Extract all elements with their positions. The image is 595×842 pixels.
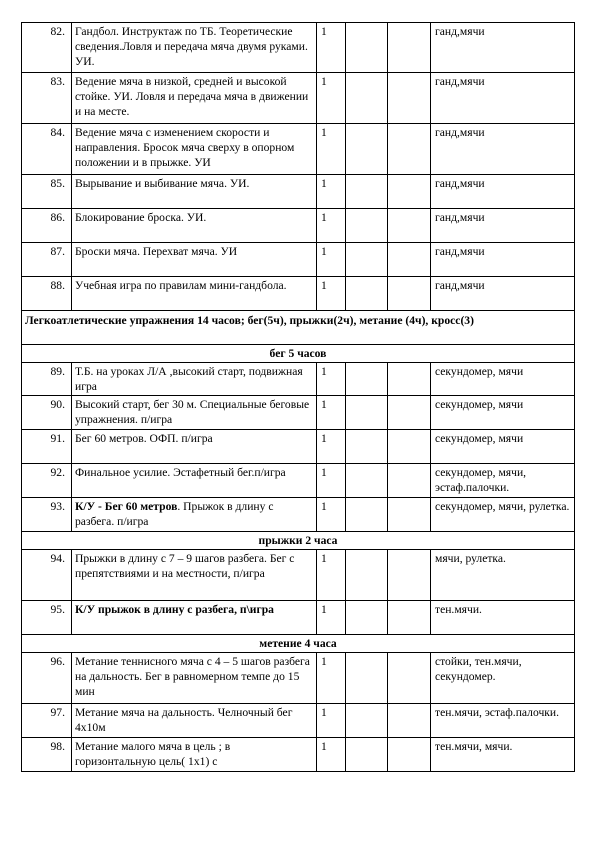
empty-cell <box>346 243 388 277</box>
lesson-equipment: ганд,мячи <box>431 277 575 311</box>
subsection-header <box>22 345 575 363</box>
empty-cell <box>388 277 431 311</box>
lesson-equipment: секундомер, мячи <box>431 363 575 396</box>
lesson-equipment: ганд,мячи <box>431 124 575 175</box>
lesson-hours: 1 <box>317 363 346 396</box>
control-lesson-label: К/У - Бег 60 метров <box>75 500 178 513</box>
lesson-equipment: секундомер, мячи, рулетка. <box>431 498 575 532</box>
lesson-hours: 1 <box>317 738 346 772</box>
lesson-hours: 1 <box>317 498 346 532</box>
lesson-equipment: ганд,мячи <box>431 73 575 124</box>
empty-cell <box>346 277 388 311</box>
lesson-number: 98. <box>22 738 72 772</box>
lesson-topic: Ведение мяча в низкой, средней и высокой стойке. УИ. Ловля и передача мяча в движении и на месте. <box>72 73 317 124</box>
lesson-hours: 1 <box>317 73 346 124</box>
empty-cell <box>346 175 388 209</box>
lesson-hours: 1 <box>317 550 346 601</box>
empty-cell <box>346 464 388 498</box>
empty-cell <box>388 550 431 601</box>
table-row <box>22 363 575 396</box>
empty-cell <box>388 23 431 73</box>
lesson-equipment: стойки, тен.мячи, секундомер. <box>431 653 575 704</box>
lesson-number: 87. <box>22 243 72 277</box>
lesson-number: 88. <box>22 277 72 311</box>
empty-cell <box>346 363 388 396</box>
table-row <box>22 498 575 532</box>
lesson-topic: Метание теннисного мяча с 4 – 5 шагов разбега на дальность. Бег в равномерном темпе до 15 мин <box>72 653 317 704</box>
lesson-equipment: мячи, рулетка. <box>431 550 575 601</box>
lesson-equipment: секундомер, мячи <box>431 396 575 430</box>
table-row <box>22 601 575 635</box>
table-row <box>22 704 575 738</box>
lesson-hours: 1 <box>317 175 346 209</box>
lesson-topic: Бег 60 метров. ОФП. п/игра <box>72 430 317 464</box>
lesson-topic: Т.Б. на уроках Л/А ,высокий старт, подвижная игра <box>72 363 317 396</box>
empty-cell <box>346 23 388 73</box>
empty-cell <box>346 209 388 243</box>
table-row <box>22 464 575 498</box>
empty-cell <box>346 396 388 430</box>
empty-cell <box>346 430 388 464</box>
subsection-title-run: бег 5 часов <box>22 345 575 363</box>
empty-cell <box>388 430 431 464</box>
lesson-number: 85. <box>22 175 72 209</box>
empty-cell <box>346 601 388 635</box>
empty-cell <box>346 124 388 175</box>
lesson-equipment: тен.мячи, эстаф.палочки. <box>431 704 575 738</box>
section-header <box>22 311 575 345</box>
lesson-equipment: ганд,мячи <box>431 175 575 209</box>
lesson-topic: Метание малого мяча в цель ; в горизонтальную цель( 1х1) с <box>72 738 317 772</box>
lesson-topic: Финальное усилие. Эстафетный бег.п/игра <box>72 464 317 498</box>
lesson-hours: 1 <box>317 396 346 430</box>
table-row <box>22 738 575 772</box>
lesson-plan-table <box>21 22 575 772</box>
empty-cell <box>388 124 431 175</box>
lesson-topic: К/У прыжок в длину с разбега, п\игра <box>72 601 317 635</box>
lesson-number: 90. <box>22 396 72 430</box>
table-row <box>22 209 575 243</box>
subsection-header <box>22 532 575 550</box>
lesson-equipment: секундомер, мячи, эстаф.палочки. <box>431 464 575 498</box>
empty-cell <box>346 498 388 532</box>
lesson-topic: Ведение мяча с изменением скорости и направления. Бросок мяча сверху в опорном положении и в прыжке. УИ <box>72 124 317 175</box>
table-row <box>22 124 575 175</box>
empty-cell <box>388 243 431 277</box>
lesson-equipment: ганд,мячи <box>431 243 575 277</box>
subsection-title-jump: прыжки 2 часа <box>22 532 575 550</box>
lesson-topic: Учебная игра по правилам мини-гандбола. <box>72 277 317 311</box>
lesson-topic <box>72 498 317 532</box>
lesson-topic: Высокий старт, бег 30 м. Специальные беговые упражнения. п/игра <box>72 396 317 430</box>
lesson-equipment: секундомер, мячи <box>431 430 575 464</box>
lesson-number: 94. <box>22 550 72 601</box>
empty-cell <box>346 704 388 738</box>
empty-cell <box>346 550 388 601</box>
table-row <box>22 23 575 73</box>
lesson-hours: 1 <box>317 23 346 73</box>
lesson-hours: 1 <box>317 601 346 635</box>
table-row <box>22 653 575 704</box>
lesson-hours: 1 <box>317 653 346 704</box>
lesson-number: 95. <box>22 601 72 635</box>
section-title: Легкоатлетические упражнения 14 часов; бег(5ч), прыжки(2ч), метание (4ч), кросс(3) <box>22 311 575 345</box>
lesson-topic: Броски мяча. Перехват мяча. УИ <box>72 243 317 277</box>
empty-cell <box>388 704 431 738</box>
empty-cell <box>388 175 431 209</box>
lesson-topic: Гандбол. Инструктаж по ТБ. Теоретические сведения.Ловля и передача мяча двумя руками. УИ. <box>72 23 317 73</box>
lesson-number: 83. <box>22 73 72 124</box>
subsection-header <box>22 635 575 653</box>
table-row <box>22 550 575 601</box>
table-row <box>22 396 575 430</box>
lesson-hours: 1 <box>317 277 346 311</box>
lesson-topic: Блокирование броска. УИ. <box>72 209 317 243</box>
table-row <box>22 430 575 464</box>
empty-cell <box>388 363 431 396</box>
lesson-topic: Прыжки в длину с 7 – 9 шагов разбега. Бег с препятствиями и на местности, п/игра <box>72 550 317 601</box>
lesson-equipment: ганд,мячи <box>431 23 575 73</box>
lesson-hours: 1 <box>317 124 346 175</box>
empty-cell <box>346 738 388 772</box>
lesson-topic: Метание мяча на дальность. Челночный бег 4х10м <box>72 704 317 738</box>
empty-cell <box>388 396 431 430</box>
empty-cell <box>346 653 388 704</box>
lesson-number: 89. <box>22 363 72 396</box>
table-row <box>22 73 575 124</box>
lesson-topic: Вырывание и выбивание мяча. УИ. <box>72 175 317 209</box>
empty-cell <box>388 464 431 498</box>
lesson-equipment: тен.мячи, мячи. <box>431 738 575 772</box>
lesson-hours: 1 <box>317 430 346 464</box>
lesson-plan-page <box>21 22 574 772</box>
lesson-equipment: тен.мячи. <box>431 601 575 635</box>
lesson-hours: 1 <box>317 464 346 498</box>
lesson-hours: 1 <box>317 243 346 277</box>
empty-cell <box>388 738 431 772</box>
empty-cell <box>388 653 431 704</box>
lesson-number: 86. <box>22 209 72 243</box>
lesson-hours: 1 <box>317 704 346 738</box>
subsection-title-throw: метение 4 часа <box>22 635 575 653</box>
lesson-number: 92. <box>22 464 72 498</box>
lesson-number: 91. <box>22 430 72 464</box>
empty-cell <box>346 73 388 124</box>
lesson-number: 97. <box>22 704 72 738</box>
empty-cell <box>388 498 431 532</box>
lesson-topic-rest: . Прыжок в длину с разбега. п/игра <box>75 500 274 528</box>
empty-cell <box>388 601 431 635</box>
lesson-number: 84. <box>22 124 72 175</box>
lesson-number: 96. <box>22 653 72 704</box>
table-row <box>22 243 575 277</box>
lesson-number: 93. <box>22 498 72 532</box>
empty-cell <box>388 73 431 124</box>
lesson-hours: 1 <box>317 209 346 243</box>
lesson-equipment: ганд,мячи <box>431 209 575 243</box>
empty-cell <box>388 209 431 243</box>
lesson-number: 82. <box>22 23 72 73</box>
table-row <box>22 277 575 311</box>
table-row <box>22 175 575 209</box>
